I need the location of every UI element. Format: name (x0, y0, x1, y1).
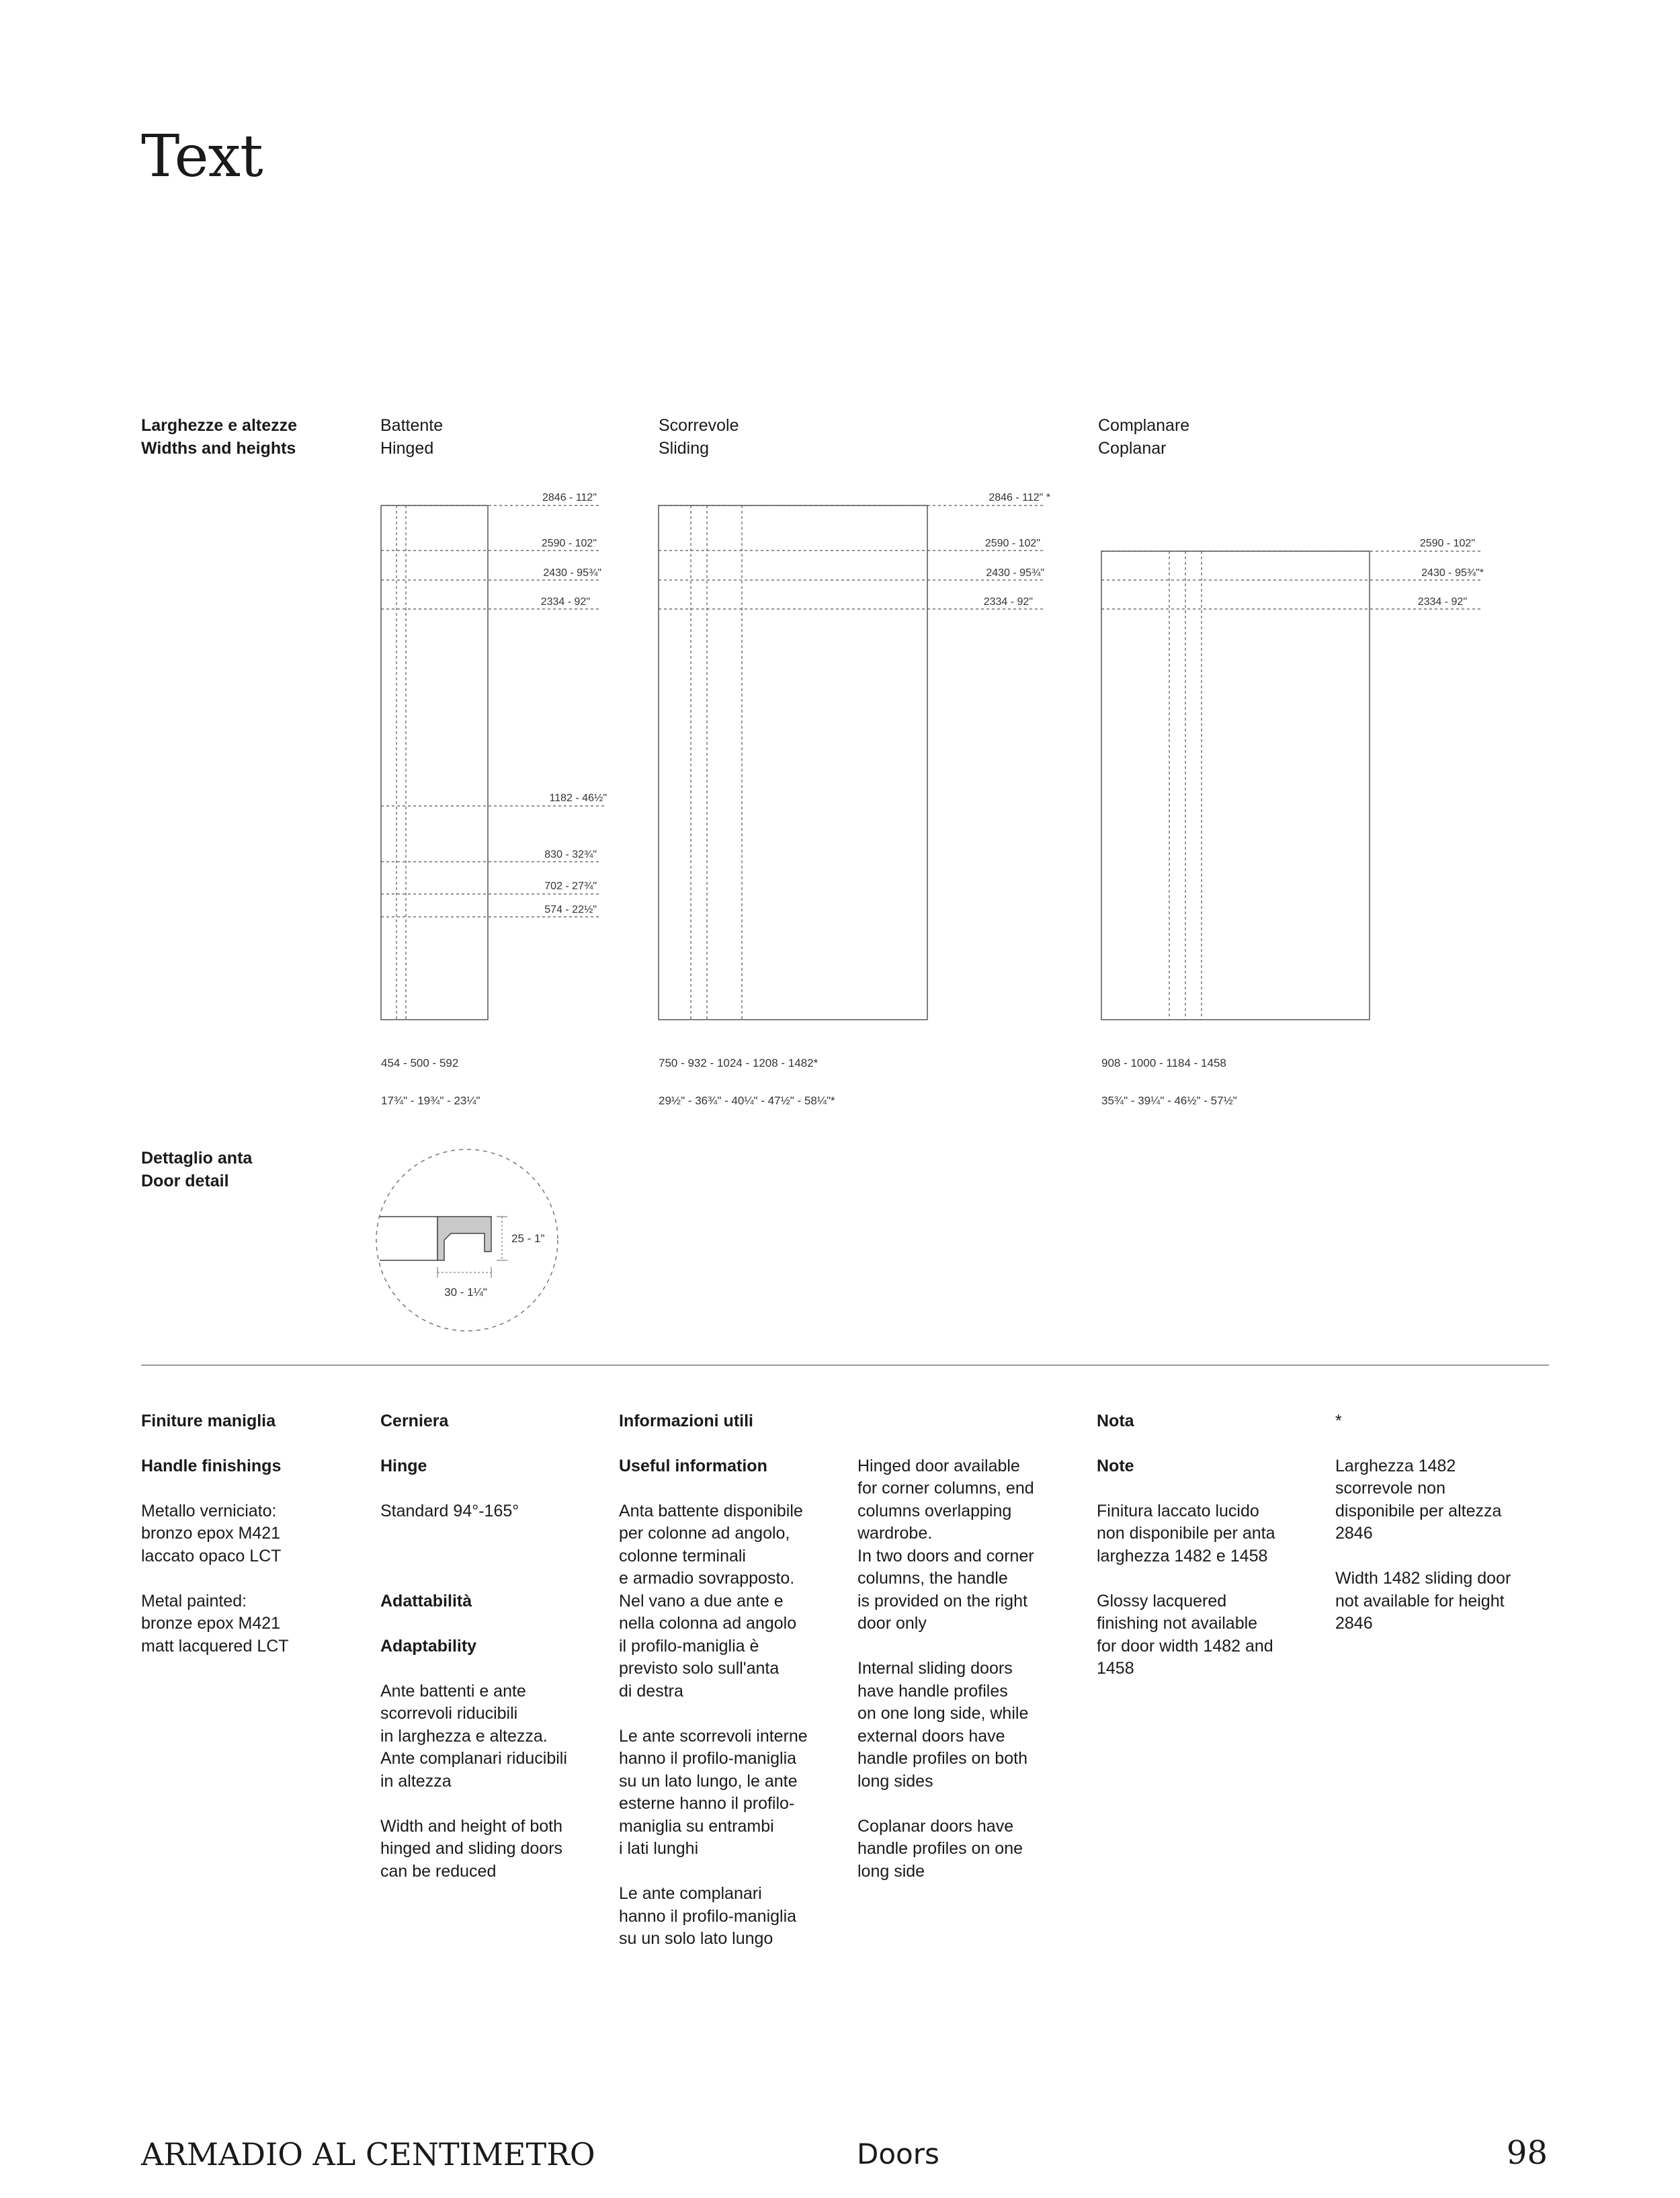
sliding-widths-mm: 750 - 932 - 1024 - 1208 - 1482* (659, 1057, 818, 1069)
hinged-lower-label: 574 - 22½" (544, 904, 597, 915)
sliding-door-outline (659, 505, 927, 1020)
door-detail-label-en: Door detail (141, 1172, 229, 1190)
useful-info-column (619, 1387, 847, 1973)
door-detail-drawing (366, 1139, 568, 1341)
coplanar-height-label: 2590 - 102" (1419, 538, 1475, 549)
door-panel-section (380, 1217, 437, 1260)
handle-finish-column (141, 1387, 363, 1680)
hinged-lower-label: 830 - 32¾" (544, 849, 597, 860)
coplanar-widths (1101, 1035, 1237, 1129)
useful-body-it: Anta battente disponibile per colonne ad angolo, colonne terminali e armadio sovrapposto. Nel vano a due ante e nella colonna ad angolo il profilo-maniglia è previsto solo sull'anta di destra Le ante scorrevoli interne hanno il profilo-maniglia su un lato lungo, le ante esterne hanno il profilo- maniglia su entrambi i lati lunghi Le ante complanari hanno il profilo-maniglia su un solo lato lungo (619, 1501, 808, 1948)
coplanar-label-it: Complanare (1098, 416, 1190, 435)
hinged-height-label: 2590 - 102" (541, 538, 597, 549)
page-title: Text (141, 123, 263, 190)
thickness-label: 25 - 1" (511, 1232, 545, 1245)
section-divider (141, 1365, 1549, 1366)
hinged-label-it: Battente (380, 416, 444, 435)
coplanar-height-label: 2430 - 95¾"* (1421, 567, 1484, 579)
hinged-widths (381, 1035, 480, 1129)
note-body: Finitura laccato lucido non disponibile per anta larghezza 1482 e 1458 Glossy lacquered finishing not available for door width 1482 and 1458 (1097, 1501, 1275, 1678)
hinged-height-label: 2430 - 95¾" (543, 567, 601, 579)
page-number: 98 (1506, 2134, 1548, 2172)
door-detail-label-it: Dettaglio anta (141, 1149, 253, 1168)
coplanar-height-label: 2334 - 92" (1417, 596, 1467, 608)
sliding-label-it: Scorrevole (659, 416, 739, 435)
hinge-title-it: Cerniera (380, 1411, 449, 1430)
useful-body-en: Hinged door available for corner columns, end columns overlapping wardrobe. In two doors and corner columns, the handle is provided on the right door only Internal sliding doors have handle profiles on one long side, while external doors have handle profiles on both long sides Coplanar doors have handle profiles on one long side (857, 1456, 1034, 1881)
hinged-lower-label: 702 - 27¾" (544, 881, 597, 892)
handle-body: Metallo verniciato: bronzo epox M421 laccato opaco LCT Metal painted: bronze epox M421 matt lacquered LCT (141, 1501, 289, 1656)
adaptability-body: Ante battenti e ante scorrevoli riducibili in larghezza e altezza. Ante complanari riducibili in altezza Width and height of both hinged and sliding doors can be reduced (380, 1681, 567, 1881)
note-column (1097, 1387, 1325, 1703)
note-title-it: Nota (1097, 1411, 1134, 1430)
sizes-label-it: Larghezze e altezze (141, 416, 298, 435)
adaptability-title-it: Adattabilità (380, 1591, 472, 1611)
adaptability-title-en: Adaptability (380, 1636, 477, 1656)
coplanar-label-en: Coplanar (1098, 439, 1167, 458)
handle-title-en: Handle finishings (141, 1456, 282, 1475)
handle-title-it: Finiture maniglia (141, 1411, 276, 1430)
useful-title-en: Useful information (619, 1456, 767, 1475)
hinge-column (380, 1387, 609, 1906)
useful-title-it: Informazioni utili (619, 1411, 753, 1430)
note-title-en: Note (1097, 1456, 1134, 1475)
asterisk-body: Larghezza 1482 scorrevole non disponibile per altezza 2846 Width 1482 sliding door not available for height 2846 (1335, 1456, 1511, 1633)
coplanar-door-outline (1101, 551, 1370, 1020)
footer-brand: ARMADIO AL CENTIMETRO (141, 2136, 595, 2172)
useful-info-en-column (857, 1432, 1086, 1906)
sizes-label-en: Widths and heights (141, 439, 296, 458)
sliding-widths (659, 1035, 835, 1129)
sliding-label-en: Sliding (659, 439, 710, 458)
hinged-door-outline (381, 505, 488, 1020)
hinged-label-en: Hinged (380, 439, 434, 458)
hinge-body: Standard 94°-165° (380, 1501, 519, 1520)
hinge-title-en: Hinge (380, 1456, 427, 1475)
door-detail-label (141, 1147, 252, 1192)
hinged-lower-label: 1182 - 46½" (549, 792, 607, 804)
asterisk-note-column (1335, 1387, 1550, 1658)
profile-width-label: 30 - 1¼" (444, 1286, 487, 1299)
handle-profile-section (437, 1217, 491, 1260)
sliding-height-label: 2430 - 95¾" (986, 567, 1044, 579)
footer-section: Doors (857, 2138, 939, 2170)
sliding-widths-in: 29½" - 36¾" - 40¼" - 47½" - 58¼"* (659, 1094, 835, 1107)
coplanar-widths-in: 35¾" - 39¼" - 46½" - 57½" (1101, 1094, 1237, 1107)
coplanar-widths-mm: 908 - 1000 - 1184 - 1458 (1101, 1057, 1226, 1069)
sliding-height-label: 2334 - 92" (983, 596, 1033, 608)
hinged-height-label: 2846 - 112" (542, 492, 597, 503)
sliding-height-label: 2590 - 102" (984, 538, 1040, 549)
hinged-widths-in: 17¾" - 19¾" - 23¼" (381, 1094, 480, 1107)
asterisk-mark: * (1335, 1411, 1342, 1430)
hinged-height-label: 2334 - 92" (540, 596, 590, 608)
sliding-height-label: 2846 - 112" * (989, 492, 1050, 503)
hinged-widths-mm: 454 - 500 - 592 (381, 1057, 459, 1069)
